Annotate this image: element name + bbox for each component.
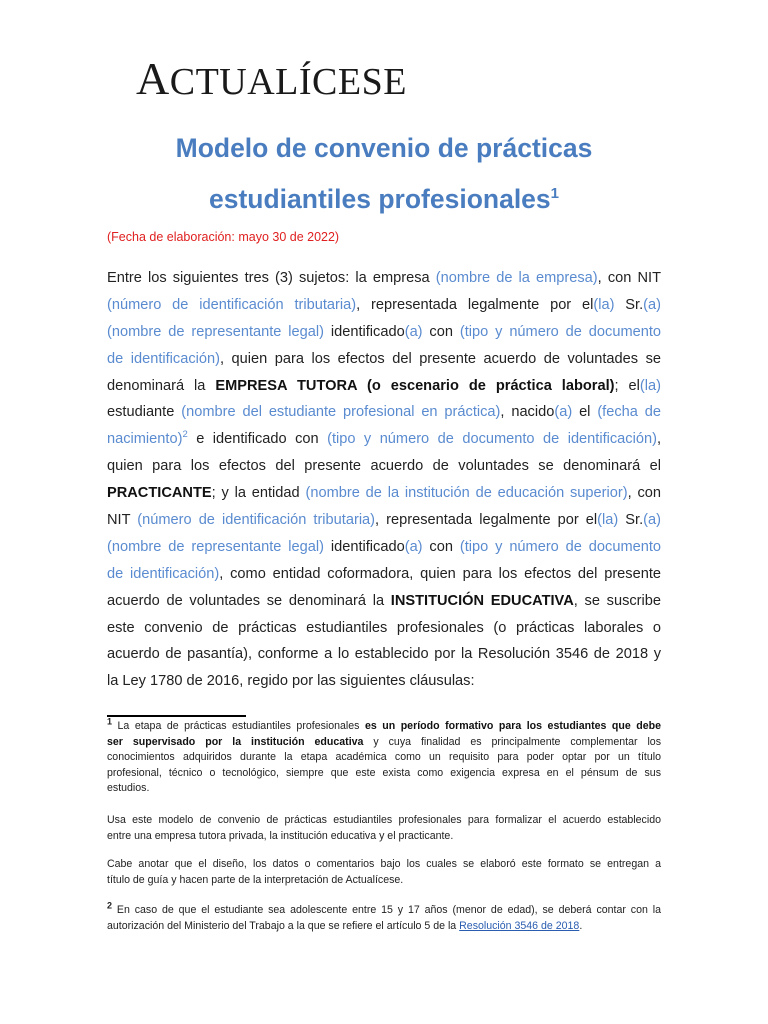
text: Sr. (614, 296, 644, 313)
placeholder-text: (nombre de la empresa) (435, 270, 598, 286)
bold-text: INSTITUCIÓN EDUCATIVA (390, 592, 574, 609)
text: acuerdo de voluntades se denominará la (107, 592, 391, 609)
placeholder-text: (la) (639, 377, 661, 394)
text: identificado (323, 323, 405, 340)
paragraph-line (107, 507, 661, 534)
bold-text: EMPRESA TUTORA (o escenario de práctica laboral) (215, 377, 615, 394)
text: identificado (323, 538, 405, 555)
placeholder-text: (a) (643, 512, 661, 529)
text: e identificado con (187, 431, 328, 448)
paragraph-line (107, 319, 661, 346)
paragraph-line (107, 265, 661, 292)
logo-rest: CTUALÍCESE (169, 61, 407, 103)
paragraph-line (107, 292, 661, 319)
paragraph-line (107, 453, 661, 480)
footnote-line: estudios. (107, 782, 150, 794)
placeholder-text: (a) (643, 296, 661, 313)
footnote-separator (107, 715, 246, 717)
paragraph-line (107, 426, 661, 453)
text: y cuya finalidad es principalmente complementar los (363, 735, 661, 748)
footnote-2 (107, 900, 661, 934)
footnote-number: 1 (107, 716, 113, 727)
footnote-ref-2[interactable]: 2 (182, 429, 188, 441)
text: En caso de que el estudiante sea adolescente entre 15 y 17 años (menor de edad), se deberá contar con la (112, 904, 661, 916)
footnote-line: Cabe anotar que el diseño, los datos o comentarios bajo los cuales se elaboró este formato se entregan a (107, 858, 661, 870)
text: La etapa de prácticas estudiantiles profesionales (112, 720, 365, 732)
placeholder-text: (nombre de representante legal) (107, 538, 324, 555)
text: con (422, 538, 460, 555)
paragraph-line (107, 480, 661, 507)
text: quien para los efectos del presente acuerdo de voluntades se denominará el (107, 458, 661, 475)
agreement-paragraph (107, 265, 661, 695)
footnote-1 (107, 716, 661, 797)
paragraph-line (107, 399, 661, 426)
text: , con (627, 485, 661, 502)
placeholder-text: de identificación) (107, 565, 220, 582)
placeholder-text: (número de identificación tributaria) (137, 512, 376, 529)
paragraph-line (107, 641, 661, 668)
resolution-link[interactable]: Resolución 3546 de 2018 (459, 919, 580, 932)
footnote-line (107, 716, 661, 735)
footnote-line (107, 900, 661, 919)
text: autorización del Ministerio del Trabajo a la que se refiere el artículo 5 de la (107, 919, 460, 932)
document-title-line-2-text: estudiantiles profesionales (209, 184, 551, 214)
footnote-usage-note (107, 813, 661, 844)
text: , representada legalmente por el (356, 296, 594, 313)
placeholder-text: nacimiento) (107, 431, 183, 448)
actualicese-logo (136, 53, 407, 104)
text: la Ley 1780 de 2016, regido por las siguientes cláusulas: (107, 673, 475, 690)
footnote-disclaimer (107, 857, 661, 888)
placeholder-text: (nombre de la institución de educación superior) (305, 485, 628, 502)
text: , como entidad coformadora, quien para los efectos del presente (219, 565, 662, 582)
footnote-line (107, 735, 661, 751)
placeholder-text: (la) (593, 296, 615, 313)
text: ; el (614, 377, 640, 394)
paragraph-line (107, 668, 661, 695)
text: ; y la entidad (211, 485, 306, 502)
text: estudiante (107, 404, 182, 421)
footnote-line (107, 919, 661, 935)
document-title-line-2 (0, 186, 768, 213)
text: , (656, 431, 661, 448)
footnote-line: entre una empresa tutora privada, la institución educativa y el practicante. (107, 829, 454, 842)
text: Sr. (618, 512, 644, 529)
footnote-ref-1[interactable]: 1 (550, 185, 559, 203)
footnote-line: profesional, técnico o tecnológico, siempre que este exista como exigencia expresa en el pénsum de sus (107, 766, 661, 779)
logo-initial: A (136, 53, 170, 104)
text: . (579, 919, 583, 932)
bold-text: ser supervisado por la institución educativa (107, 735, 364, 748)
text: , nacido (500, 404, 555, 421)
text: con (422, 323, 460, 340)
bold-text: PRACTICANTE (107, 485, 212, 502)
text: el (572, 404, 598, 421)
bold-text: es un período formativo para los estudiantes que debe (364, 720, 661, 732)
text: , se suscribe (573, 592, 662, 609)
placeholder-text: (nombre de representante legal) (107, 323, 324, 340)
placeholder-text: (fecha de (597, 404, 661, 421)
footnote-line: título de guía y hacen parte de la interpretación de Actualícese. (107, 873, 404, 886)
footnote-number: 2 (107, 900, 113, 911)
placeholder-text: (tipo y número de documento de identificación) (327, 431, 657, 448)
text: , quien para los efectos del presente acuerdo de voluntades se (219, 350, 661, 367)
placeholder-text: (número de identificación tributaria) (107, 296, 357, 313)
paragraph-line (107, 373, 661, 400)
text: acuerdo de pasantía), conforme a lo establecido por la Resolución 3546 de 2018 y (107, 646, 661, 663)
text: , representada legalmente por el (375, 512, 598, 529)
placeholder-text: (a) (554, 404, 573, 421)
text: Entre los siguientes tres (3) sujetos: la empresa (107, 270, 436, 286)
placeholder-text: de identificación) (107, 350, 220, 367)
text: NIT (107, 512, 138, 529)
placeholder-text: (tipo y número de documento (459, 538, 662, 555)
placeholder-text: (nombre del estudiante profesional en práctica) (181, 404, 501, 421)
footnote-line: Usa este modelo de convenio de prácticas estudiantiles profesionales para formalizar el acuerdo establecido (107, 814, 661, 826)
paragraph-line (107, 561, 661, 588)
paragraph-line (107, 588, 661, 615)
paragraph-line (107, 534, 661, 561)
placeholder-text: (a) (404, 323, 423, 340)
text: denominará la (107, 377, 216, 394)
paragraph-line (107, 615, 661, 642)
placeholder-text: (la) (597, 512, 619, 529)
placeholder-text: (a) (404, 538, 423, 555)
text: , con NIT (597, 270, 661, 286)
placeholder-text: (tipo y número de documento (459, 323, 662, 340)
text: este convenio de prácticas estudiantiles profesionales (o prácticas laborales o (107, 619, 661, 636)
elaboration-date: (Fecha de elaboración: mayo 30 de 2022) (107, 230, 340, 244)
footnote-line: conocimientos adquiridos durante la etapa académica como un requisito para poder optar por un título (107, 751, 661, 763)
document-title-line-1: Modelo de convenio de prácticas (175, 133, 593, 163)
paragraph-line (107, 346, 661, 373)
